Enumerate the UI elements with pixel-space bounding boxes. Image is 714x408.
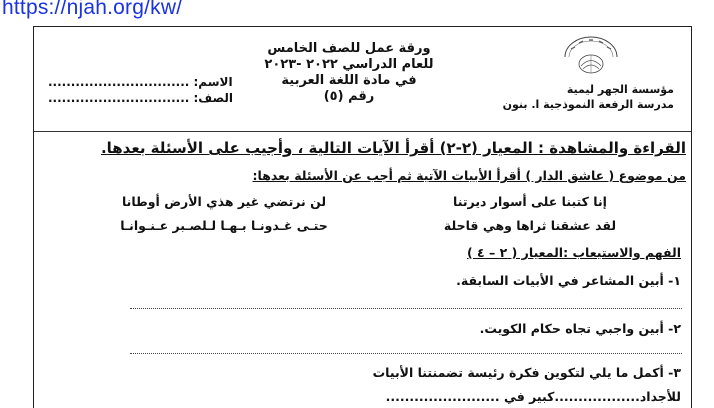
- worksheet-title: [254, 41, 444, 105]
- poem-verse-right: إنا كتبنا على أسوار ديرتنا: [453, 194, 607, 209]
- question-1: ١- أبين المشاعر في الأبيات السابقة.: [456, 273, 681, 288]
- school-name: مدرسة الرفعة النموذجية ا. بنون: [502, 98, 674, 111]
- worksheet-page: [33, 26, 692, 408]
- header-divider: [34, 131, 691, 132]
- title-line: ورقة عمل للصف الخامس: [267, 41, 431, 56]
- school-seal-icon: [559, 33, 623, 77]
- student-class-field[interactable]: الصف: ...............................: [48, 91, 234, 105]
- title-line: رقم (٥): [323, 89, 375, 104]
- student-name-field[interactable]: الاسم: ...............................: [48, 75, 233, 89]
- question-3: ٣- أكمل ما يلي لتكوين فكرة رئيسة تضمنتنا الأبيات: [372, 365, 681, 380]
- answer-line[interactable]: [130, 353, 682, 354]
- answer-line[interactable]: [130, 308, 682, 309]
- institution-name: مؤسسة الجهر ليمية: [566, 83, 674, 96]
- poem-verse-left: لن نرتضي غير هذي الأرض أوطانا: [121, 194, 327, 209]
- question-2: ٢- أبين واجبي تجاه حكام الكويت.: [479, 321, 681, 336]
- section-reading-heading: القراءة والمشاهدة : المعيار (٢-٢) أقرأ الآيات التالية ، وأجيب على الأسئلة بعدها.: [100, 139, 686, 157]
- section-comprehension-heading: الفهم والاستيعاب :المعيار ( ٢ – ٤ ): [466, 245, 681, 260]
- title-line: للعام الدراسي ٢٠٢٢ -٢٠٢٣: [264, 57, 434, 72]
- poem-verse-left: حتـى غـدونـا بـهـا لـلصـبر عـنـوانـا: [120, 218, 328, 233]
- completion-line[interactable]: للأجداد..................كبير في ........................: [385, 389, 681, 404]
- title-line: في مادة اللغة العربية: [281, 73, 417, 88]
- poem-verse-right: لقد عشقنا ثراها وهي قاحلة: [443, 218, 617, 233]
- source-url[interactable]: https://njah.org/kw/: [2, 0, 183, 19]
- topic-instruction: من موضوع ( عاشق الدار ) أقرأ الأبيات الآتية ثم أجب عن الأسئلة بعدها:: [252, 168, 686, 183]
